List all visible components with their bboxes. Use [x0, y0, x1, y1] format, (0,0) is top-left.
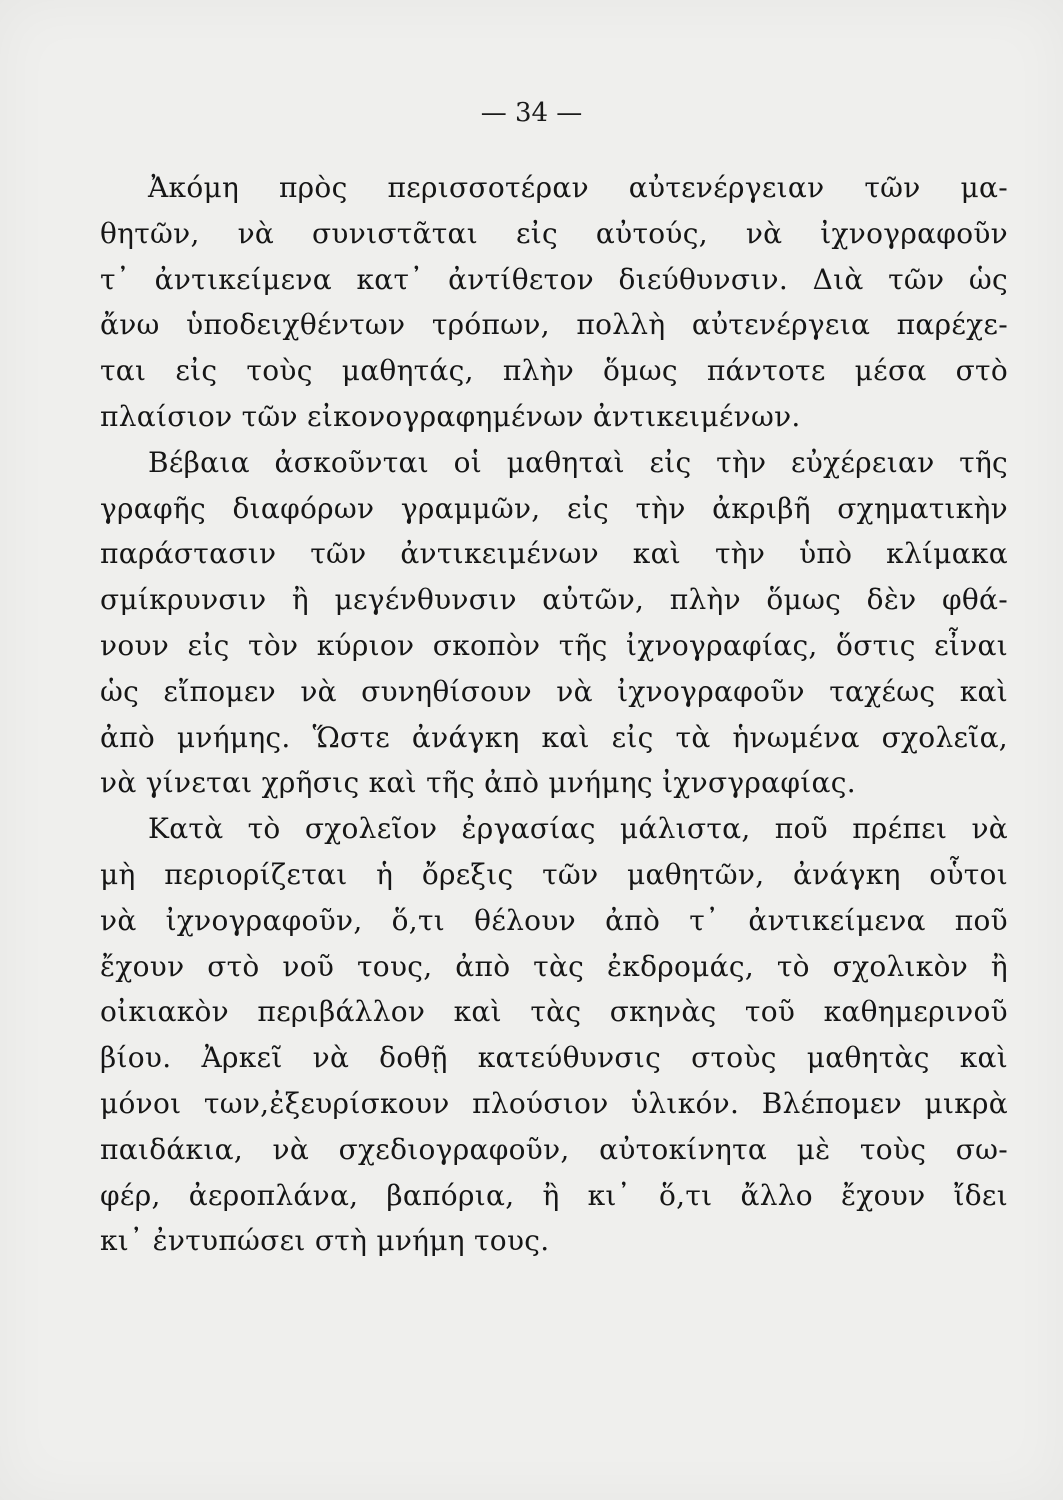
text-line: Ἀκόμη πρὸς περισσοτέραν αὐτενέργειαν τῶν μα- — [148, 171, 1008, 204]
text-line: ται εἰς τοὺς μαθητάς, πλὴν ὅμως πάντοτε μέσα στὸ — [100, 354, 1008, 388]
text-line: νὰ γίνεται χρῆσις καὶ τῆς ἀπὸ μνήμης ἰχνσγραφίας. — [100, 766, 856, 800]
text-line: Βέβαια ἀσκοῦνται οἱ μαθηταὶ εἰς τὴν εὐχέρειαν τῆς — [148, 445, 1008, 479]
text-line: παράστασιν τῶν ἀντικειμένων καὶ τὴν ὑπὸ κλίμακα — [100, 537, 1008, 571]
text-line: ἄνω ὑποδειχθέντων τρόπων, πολλὴ αὐτενέργεια παρέχε- — [100, 308, 1008, 342]
text-line: Κατὰ τὸ σχολεῖον ἐργασίας μάλιστα, ποῦ πρέπει νὰ — [148, 812, 1008, 846]
text-line: μόνοι των,ἐξευρίσκουν πλούσιον ὑλικόν. Βλέπομεν μικρὰ — [100, 1086, 1008, 1120]
text-line: σμίκρυνσιν ἢ μεγένθυνσιν αὐτῶν, πλὴν ὅμως δὲν φθά- — [100, 583, 1008, 617]
text-line: νὰ ἰχνογραφοῦν, ὅ,τι θέλουν ἀπὸ τ᾽ ἀντικείμενα ποῦ — [100, 903, 1008, 937]
text-line: παιδάκια, νὰ σχεδιογραφοῦν, αὐτοκίνητα μὲ τοὺς σω- — [100, 1132, 1008, 1166]
body-text — [100, 165, 1008, 1264]
text-line: θητῶν, νὰ συνιστᾶται εἰς αὐτούς, νὰ ἰχνογραφοῦν — [100, 216, 1008, 250]
text-line: οἰκιακὸν περιβάλλον καὶ τὰς σκηνὰς τοῦ καθημερινοῦ — [100, 995, 1008, 1029]
text-line: βίου. Ἀρκεῖ νὰ δοθῇ κατεύθυνσις στοὺς μαθητὰς καὶ — [100, 1041, 1008, 1075]
text-line: ἔχουν στὸ νοῦ τους, ἀπὸ τὰς ἐκδρομάς, τὸ σχολικὸν ἢ — [100, 949, 1008, 983]
text-line: νουν εἰς τὸν κύριον σκοπὸν τῆς ἰχνογραφίας, ὅστις εἶναι — [100, 628, 1008, 662]
text-line: φέρ, ἀεροπλάνα, βαπόρια, ἢ κι᾽ ὅ,τι ἄλλο ἔχουν ἴδει — [100, 1178, 1008, 1212]
text-line: πλαίσιον τῶν εἰκονογραφημένων ἀντικειμένων. — [100, 399, 801, 433]
text-line: ὡς εἴπομεν νὰ συνηθίσουν νὰ ἰχνογραφοῦν ταχέως καὶ — [100, 674, 1008, 708]
text-line: μὴ περιορίζεται ἡ ὄρεξις τῶν μαθητῶν, ἀνάγκη οὗτοι — [100, 857, 1008, 891]
text-line: γραφῆς διαφόρων γραμμῶν, εἰς τὴν ἀκριβῆ σχηματικὴν — [100, 491, 1008, 525]
text-line: τ᾽ ἀντικείμενα κατ᾽ ἀντίθετον διεύθυνσιν. Διὰ τῶν ὡς — [100, 262, 1008, 296]
text-line: ἀπὸ μνήμης. Ὥστε ἀνάγκη καὶ εἰς τὰ ἡνωμένα σχολεῖα, — [100, 720, 1008, 754]
text-line: κι᾽ ἐντυπώσει στὴ μνήμη τους. — [100, 1224, 550, 1258]
page-number: — 34 — — [480, 98, 583, 128]
